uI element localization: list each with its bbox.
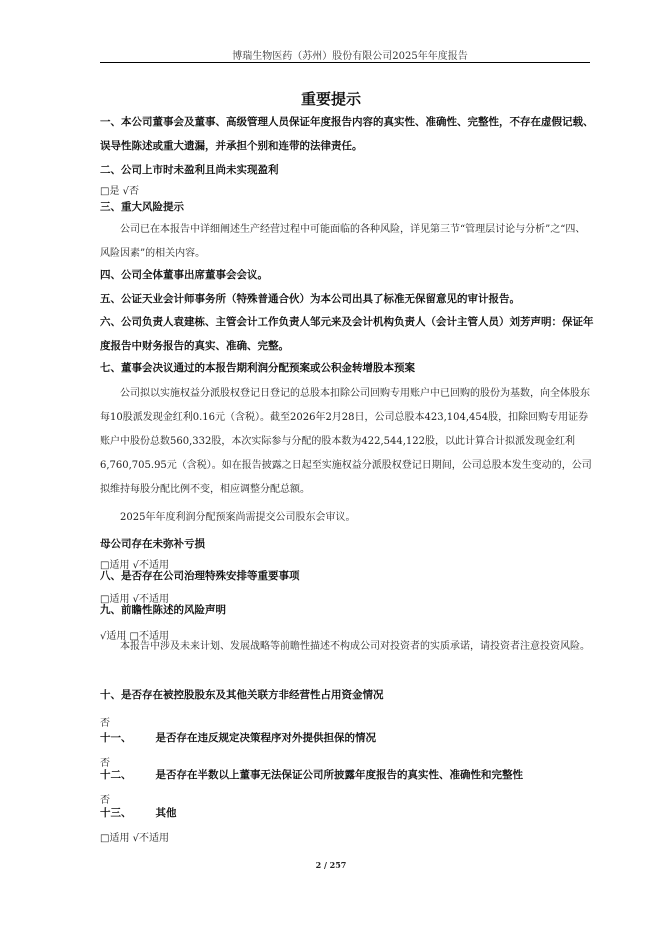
section-12-title: 是否存在半数以上董事无法保证公司所披露年度报告的真实性、准确性和完整性 [155, 769, 523, 781]
section-8-heading: 八、是否存在公司治理特殊安排等重要事项 [100, 570, 300, 582]
section-10-heading: 十、是否存在被控股股东及其他关联方非经营性占用资金情况 [100, 689, 384, 701]
section-5-heading: 五、公证天业会计师事务所（特殊普通合伙）为本公司出具了标准无保留意见的审计报告。 [100, 293, 520, 305]
section-12-heading [100, 763, 595, 787]
section-7-body-1: 公司拟以实施权益分派股权登记日登记的总股本扣除公司回购专用账户中已回购的股份为基数，向全体股东每10股派发现金红利0.16元（含税）。截至2026年2月28日，公司总股本423,104,454股，扣除回购专用证券账户中股份总数560,332股，本次实际参与分配的股本数为422,544,122股，以此计算合计拟派发现金红利6,760,705.95元（含税）。如在报告披露之日起至实施权益分派股权登记日期间，公司总股本发生变动的，公司拟维持每股分配比例不变，相应调整分配总额。 [100, 388, 592, 495]
section-9-heading: 九、前瞻性陈述的风险声明 [100, 604, 226, 616]
section-1-heading: 一、本公司董事会及董事、高级管理人员保证年度报告内容的真实性、准确性、完整性，不存在虚假记载、误导性陈述或重大遗漏，并承担个别和连带的法律责任。 [100, 116, 594, 152]
section-8-option: □适用 √不适用 [100, 594, 169, 605]
section-6-heading: 六、公司负责人袁建栋、主管会计工作负责人邹元来及会计机构负责人（会计主管人员）刘芳声明：保证年度报告中财务报告的真实、准确、完整。 [100, 316, 594, 352]
section-13-option: □适用 √不适用 [100, 833, 169, 844]
page-title: 重要提示 [300, 90, 361, 108]
section-3-heading: 三、重大风险提示 [100, 201, 184, 213]
section-9-option: √适用 □不适用 [100, 631, 169, 642]
section-11-title: 是否存在违反规定决策程序对外提供担保的情况 [155, 732, 376, 744]
section-12-number: 十二、 [100, 769, 132, 781]
section-7-body-2: 2025年年度利润分配预案尚需提交公司股东会审议。 [120, 512, 356, 523]
report-header: 博瑞生物医药（苏州）股份有限公司2025年年度报告 [232, 51, 468, 62]
parent-loss-option: □适用 √不适用 [100, 560, 169, 571]
section-12-answer: 否 [100, 795, 110, 806]
section-9-body: 本报告中涉及未来计划、发展战略等前瞻性描述不构成公司对投资者的实质承诺，请投资者注意投资风险。 [120, 641, 590, 652]
section-13-number: 十三、 [100, 807, 132, 819]
section-13-title: 其他 [155, 807, 177, 819]
section-11-heading [100, 726, 595, 750]
section-7-heading: 七、董事会决议通过的本报告期利润分配预案或公积金转增股本预案 [100, 362, 415, 374]
header-rule [100, 62, 590, 63]
section-4-heading: 四、公司全体董事出席董事会会议。 [100, 269, 268, 281]
section-10-answer: 否 [100, 718, 110, 729]
section-11-number: 十一、 [100, 732, 132, 744]
section-2-heading: 二、公司上市时未盈利且尚未实现盈利 [100, 164, 279, 176]
section-3-body: 公司已在本报告中详细阐述生产经营过程中可能面临的各种风险，详见第三节“管理层讨论与分析”之“四、风险因素”的相关内容。 [100, 224, 586, 259]
page-number: 2 / 257 [315, 860, 347, 870]
section-13-heading [100, 801, 595, 825]
section-11-answer: 否 [100, 758, 110, 769]
section-2-option: □是 √否 [100, 186, 139, 197]
parent-loss-heading: 母公司存在未弥补亏损 [100, 538, 205, 550]
